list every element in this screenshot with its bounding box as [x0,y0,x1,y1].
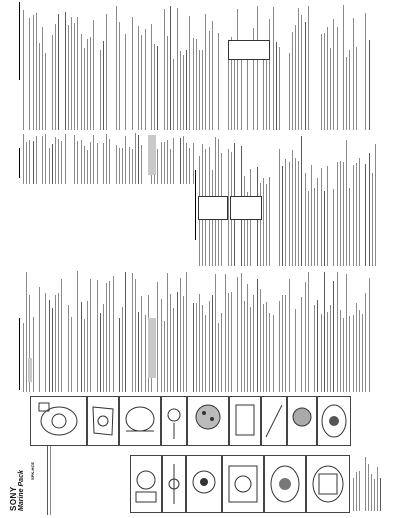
text-line [129,147,130,184]
text-line [93,135,94,184]
text-line [282,166,283,266]
text-line [263,304,264,392]
text-line [314,305,315,392]
text-line [173,138,174,184]
text-line [93,20,94,130]
text-line [359,310,360,392]
text-line [138,135,139,184]
text-line [266,302,267,392]
illustration-2 [87,396,119,446]
text-line [337,27,338,130]
text-line [193,38,194,130]
text-line [81,34,82,130]
warranty-text-block [352,455,382,511]
text-line [138,312,139,392]
text-line [132,17,133,130]
text-line [346,57,347,130]
text-line [77,141,78,184]
text-line [369,278,370,392]
text-line [308,272,309,392]
text-line [49,300,50,392]
text-line [365,293,366,392]
text-line [301,15,302,130]
text-line [145,29,146,130]
text-line [23,10,24,130]
text-line [170,149,171,184]
text-line [167,36,168,130]
text-line [215,274,216,392]
text-line [173,308,174,392]
text-line [97,280,98,392]
text-line [301,297,302,392]
text-line [119,148,120,184]
illustration-10 [130,455,162,513]
text-line [29,18,30,130]
text-line [119,318,120,392]
text-line [377,467,378,511]
text-line [109,139,110,184]
text-line [189,148,190,184]
text-line [199,294,200,392]
text-line [125,34,126,130]
text-line [167,140,168,184]
text-line [167,273,168,392]
text-line [333,189,334,266]
text-line [327,312,328,392]
text-line [90,142,91,184]
text-line [295,25,296,130]
text-line [106,14,107,130]
text-line [49,148,50,184]
text-line [58,139,59,184]
text-line [346,274,347,392]
text-line [161,142,162,184]
illustration-4 [161,396,187,446]
text-line [77,17,78,130]
text-line [170,294,171,392]
text-line [225,274,226,392]
text-line [250,307,251,392]
page-divider-middle-left [19,148,20,178]
text-line [337,272,338,392]
text-line [237,9,238,130]
text-line [106,134,107,184]
text-line [42,136,43,184]
text-line [199,50,200,130]
text-line [164,142,165,184]
text-line [141,35,142,130]
text-line [343,318,344,392]
text-line [103,143,104,184]
text-line [45,134,46,184]
text-line [103,304,104,392]
text-line [301,136,302,266]
text-line [343,162,344,266]
text-line [196,303,197,392]
text-panel-top [22,2,372,130]
text-line [321,168,322,266]
text-line [337,162,338,266]
text-line [327,166,328,266]
text-line [87,301,88,392]
text-line [122,307,123,392]
text-line [68,25,69,130]
text-line [42,27,43,130]
text-line [295,309,296,392]
text-line [244,176,245,266]
text-line [61,141,62,184]
text-line [55,137,56,184]
cover-strip [6,395,28,515]
illustration-12 [186,455,222,513]
text-line [308,191,309,266]
text-line [39,43,40,130]
text-line [369,153,370,266]
page-divider-middle-right [195,170,196,240]
text-line [193,143,194,184]
brand-logo: SONY [9,486,18,511]
text-line [106,283,107,392]
text-line [368,464,369,511]
text-line [45,293,46,392]
text-line [356,303,357,392]
text-line [36,136,37,184]
text-line [186,50,187,130]
text-line [71,317,72,392]
text-line [135,279,136,392]
text-line [100,50,101,130]
text-line [170,6,171,130]
text-line [353,478,354,511]
text-line [157,46,158,130]
text-line [45,53,46,130]
text-line [269,313,270,392]
text-line [65,134,66,184]
text-line [353,165,354,266]
text-line [205,315,206,392]
text-line [247,284,248,392]
text-line [183,136,184,184]
text-line [231,292,232,392]
text-line [151,24,152,130]
text-line [343,5,344,130]
text-line [305,22,306,130]
text-line [209,301,210,392]
text-line [154,44,155,130]
text-line [209,31,210,130]
text-line [369,40,370,130]
text-line [228,49,229,130]
text-line [39,287,40,392]
text-line [330,305,331,392]
text-line [349,50,350,130]
text-line [317,178,318,266]
text-line [77,271,78,392]
text-line [68,305,69,392]
text-line [374,479,375,511]
text-line [359,471,360,511]
text-line [321,34,322,130]
text-line [58,14,59,130]
text-line [33,15,34,130]
text-line [161,299,162,392]
text-line [61,279,62,392]
text-line [314,188,315,266]
text-line [241,273,242,392]
text-line [97,143,98,184]
illustration-7 [261,396,287,446]
text-line [84,48,85,130]
text-line [324,272,325,392]
text-line [221,313,222,392]
text-line [84,319,85,392]
text-line [90,37,91,130]
text-line [189,16,190,130]
text-line [180,138,181,184]
text-line [289,53,290,130]
text-line [180,51,181,130]
text-line [305,282,306,392]
text-line [346,140,347,266]
text-line [145,315,146,392]
highlight-box-lower-1 [148,318,156,378]
text-line [340,161,341,266]
text-line [125,272,126,392]
text-line [50,436,51,515]
text-line [282,295,283,392]
text-line [305,173,306,266]
text-line [263,57,264,130]
text-line [55,295,56,392]
spec-table-3 [228,40,270,60]
text-line [141,296,142,392]
text-line [298,8,299,130]
illustration-6 [229,396,261,446]
text-line [71,17,72,130]
text-line [333,19,334,130]
text-line [33,141,34,184]
text-line [353,315,354,392]
text-line [292,150,293,266]
highlight-box-lower-2 [28,358,32,382]
illustration-15 [306,455,350,513]
spec-table-1 [198,196,228,220]
text-line [218,323,219,392]
text-line [365,13,366,130]
text-line [327,27,328,130]
text-line [212,21,213,130]
text-line [29,140,30,184]
text-line [113,276,114,392]
text-line [141,145,142,184]
text-panel-lower [22,268,372,392]
text-line [164,9,165,130]
text-line [55,24,56,130]
text-line [324,33,325,130]
text-line [87,39,88,130]
text-line [353,18,354,130]
text-line [205,14,206,130]
text-line [122,148,123,184]
text-line [311,165,312,266]
model-number: SPK-HCE [30,461,35,480]
text-line [349,188,350,266]
text-line [193,303,194,392]
text-line [333,281,334,392]
text-line [330,48,331,130]
spec-table-2 [230,196,262,220]
text-line [180,278,181,392]
text-line [52,35,53,130]
text-line [100,313,101,392]
text-line [321,314,322,392]
text-line [356,472,357,511]
text-line [58,293,59,392]
text-line [289,162,290,266]
text-line [119,22,120,130]
illustration-14 [264,455,306,513]
illustration-9 [317,396,351,446]
text-line [26,142,27,184]
text-line [308,6,309,130]
text-line [36,13,37,130]
text-line [183,296,184,392]
illustration-5 [187,396,229,446]
illustration-13 [222,455,264,513]
text-line [228,293,229,392]
text-line [90,279,91,392]
text-line [257,279,258,392]
text-line [177,8,178,130]
text-line [365,457,366,511]
text-line [263,178,264,266]
text-line [234,50,235,130]
text-line [375,144,376,266]
page-divider-top [19,2,20,80]
text-line [340,310,341,392]
text-line [292,32,293,130]
text-line [237,277,238,392]
text-line [349,316,350,392]
text-line [253,295,254,392]
text-line [164,321,165,392]
text-line [269,177,270,266]
text-line [273,7,274,130]
text-line [202,50,203,130]
text-line [273,315,274,392]
text-line [266,184,267,266]
text-line [74,135,75,184]
text-line [285,295,286,392]
text-line [212,295,213,392]
text-line [359,158,360,266]
text-line [260,289,261,392]
text-line [317,300,318,392]
text-line [372,173,373,266]
text-line [324,191,325,266]
text-line [26,272,27,392]
text-panel-middle-left [22,132,194,184]
text-line [116,6,117,130]
page-divider-lower [19,318,20,390]
illustration-11 [162,455,186,513]
text-line [289,279,290,392]
text-line [279,47,280,130]
text-line [125,136,126,184]
text-line [157,282,158,392]
text-line [380,478,381,511]
text-line [177,292,178,392]
text-line [276,42,277,130]
text-line [103,41,104,130]
text-line [244,301,245,392]
text-line [285,159,286,266]
text-line [23,323,24,392]
text-line [196,39,197,130]
text-line [218,33,219,130]
illustration-1 [30,396,87,446]
text-line [33,317,34,392]
text-line [132,149,133,184]
text-line [202,305,203,392]
text-line [132,273,133,392]
text-line [173,59,174,130]
text-line [186,272,187,392]
text-line [279,301,280,392]
text-line [23,134,24,184]
text-line [157,149,158,184]
text-line [84,146,85,184]
text-line [269,19,270,130]
text-line [87,150,88,184]
text-line [183,55,184,130]
text-line [356,47,357,130]
text-line [65,12,66,130]
text-line [109,281,110,392]
text-line [52,144,53,184]
text-line [81,302,82,392]
illustration-8 [287,396,317,446]
text-line [279,149,280,266]
text-line [371,474,372,511]
text-line [295,158,296,266]
text-line [186,143,187,184]
text-line [74,23,75,130]
text-line [52,308,53,392]
text-line [138,26,139,130]
text-line [116,145,117,184]
illustration-3 [119,396,161,446]
product-title: Marine Pack [18,470,25,511]
text-line [362,314,363,392]
text-line [257,6,258,130]
text-line [298,161,299,266]
highlight-box-middle [148,135,156,175]
text-line [356,163,357,266]
text-line [135,133,136,184]
text-line [81,140,82,184]
text-line [241,57,242,130]
text-line [365,164,366,266]
